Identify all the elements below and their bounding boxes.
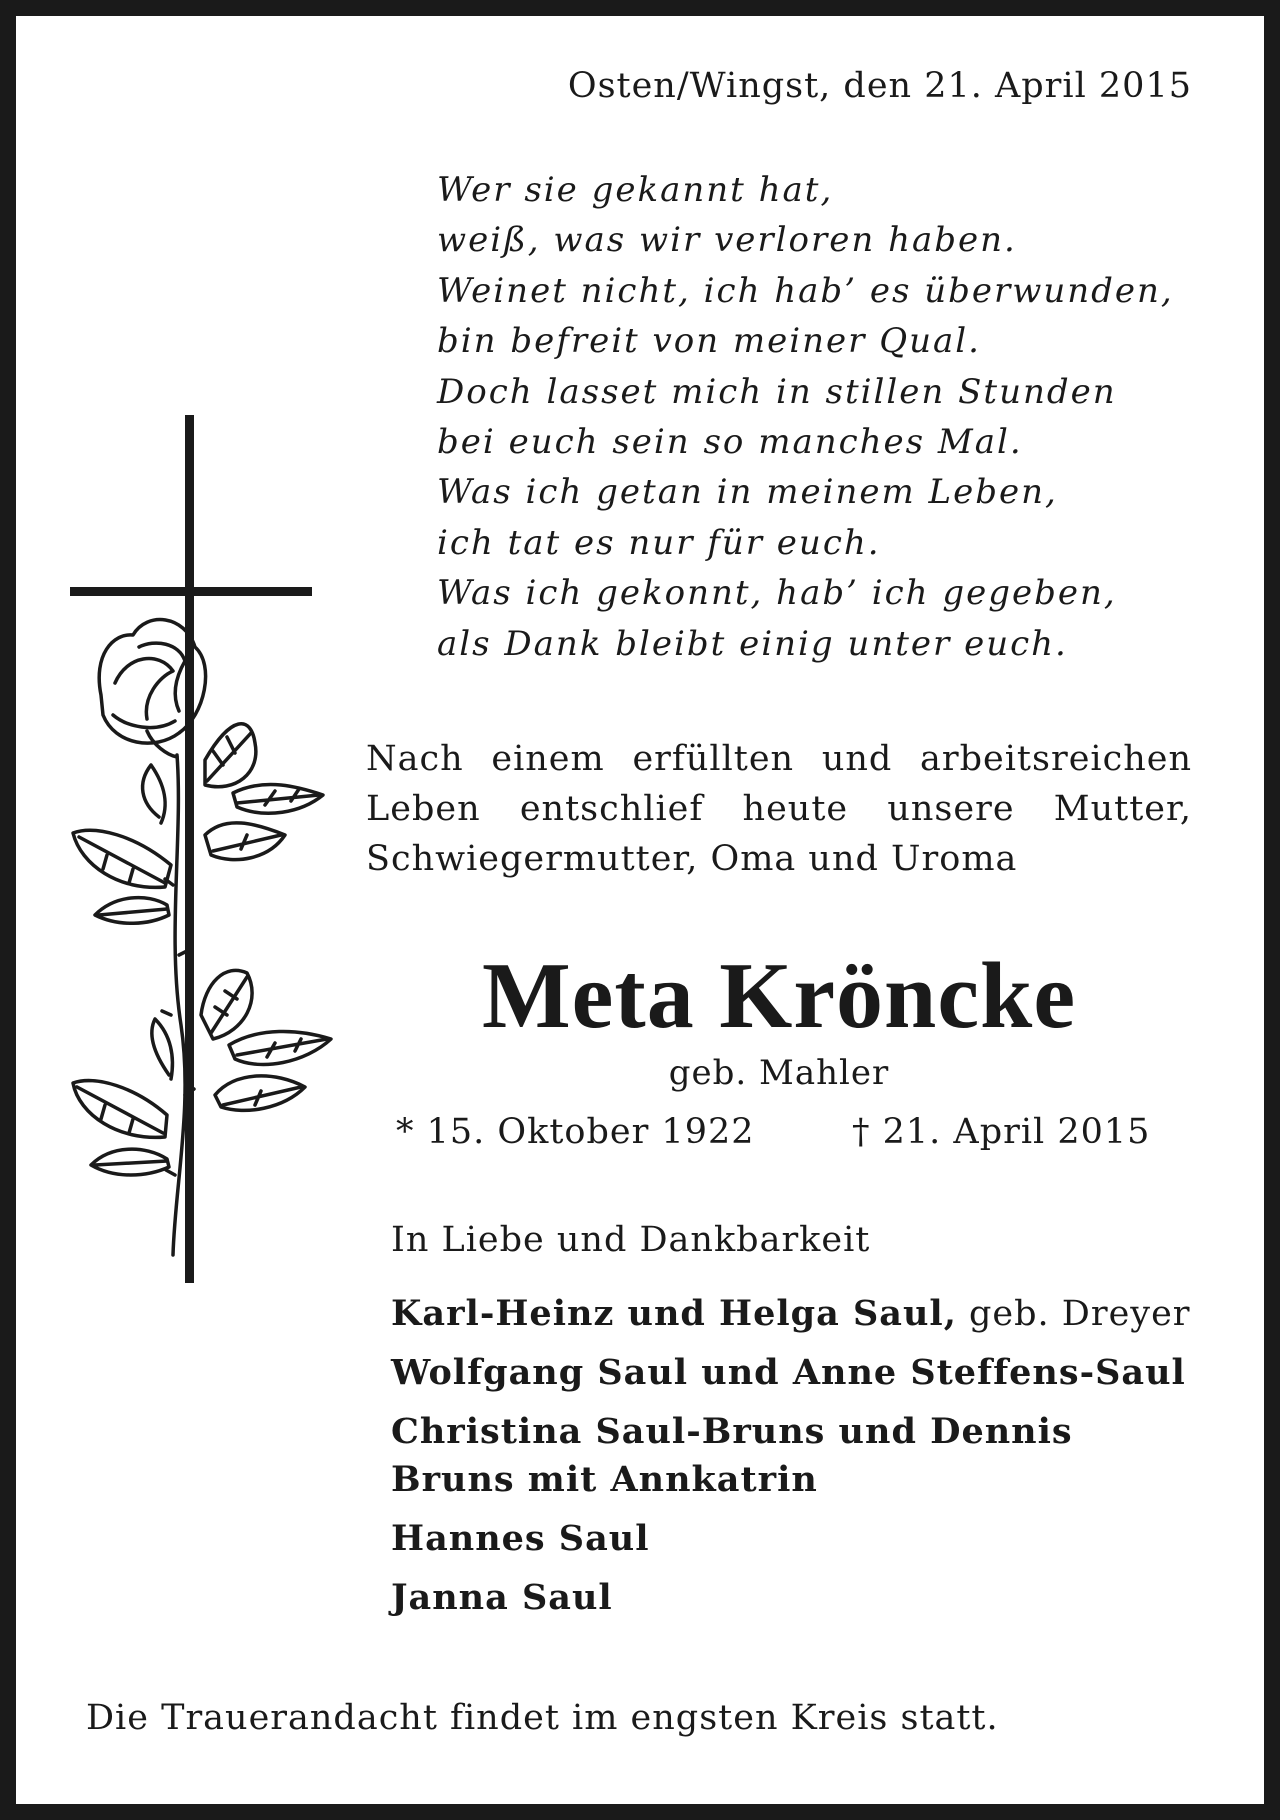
mourner-name: Christina Saul-Bruns und Dennis Bruns mit Annkatrin (391, 1411, 1073, 1500)
deceased-name: Meta Kröncke (481, 944, 1077, 1048)
list-item (391, 1349, 1197, 1397)
intro-line: Schwiegermutter, Oma und Uroma (366, 839, 1018, 879)
cross-with-rose-icon (55, 415, 345, 1285)
footer-note: Die Trauerandacht findet im engsten Kreis statt. (86, 1698, 999, 1738)
poem-line: bei euch sein so manches Mal. (437, 422, 1023, 463)
mourner-name: Wolfgang Saul und Anne Steffens-Saul (391, 1352, 1186, 1393)
list-item (391, 1515, 1197, 1563)
closing-line: In Liebe und Dankbarkeit (391, 1220, 871, 1260)
poem (437, 165, 1174, 669)
intro-text (366, 734, 1192, 884)
place-date: Osten/Wingst, den 21. April 2015 (567, 66, 1192, 106)
poem-line: Was ich getan in meinem Leben, (437, 472, 1058, 513)
intro-line: Nach einem erfüllten und arbeitsreichen (366, 739, 1192, 779)
poem-line: weiß, was wir verloren haben. (437, 220, 1017, 261)
mourner-name: Karl-Heinz und Helga Saul, (391, 1293, 957, 1334)
poem-line: ich tat es nur für euch. (437, 522, 881, 563)
poem-line: bin befreit von meiner Qual. (437, 321, 981, 362)
list-item (391, 1408, 1197, 1504)
poem-line: Was ich gekonnt, hab’ ich gegeben, (437, 573, 1117, 614)
birth-date: * 15. Oktober 1922 (396, 1112, 755, 1152)
list-item (391, 1574, 1197, 1622)
mourner-name: Hannes Saul (391, 1518, 650, 1559)
list-item (391, 1290, 1197, 1338)
mourner-name: Janna Saul (391, 1577, 613, 1618)
death-date: † 21. April 2015 (852, 1112, 1151, 1152)
intro-line: Leben entschlief heute unsere Mutter, (366, 789, 1192, 829)
mourners-list (391, 1290, 1197, 1633)
mourner-note: geb. Dreyer (956, 1294, 1191, 1334)
poem-line: Wer sie gekannt hat, (437, 170, 834, 210)
poem-line: Weinet nicht, ich hab’ es überwunden, (437, 270, 1174, 311)
poem-line: als Dank bleibt einig unter euch. (437, 623, 1068, 664)
birth-name: geb. Mahler (668, 1053, 890, 1093)
poem-line: Doch lasset mich in stillen Stunden (437, 371, 1117, 412)
